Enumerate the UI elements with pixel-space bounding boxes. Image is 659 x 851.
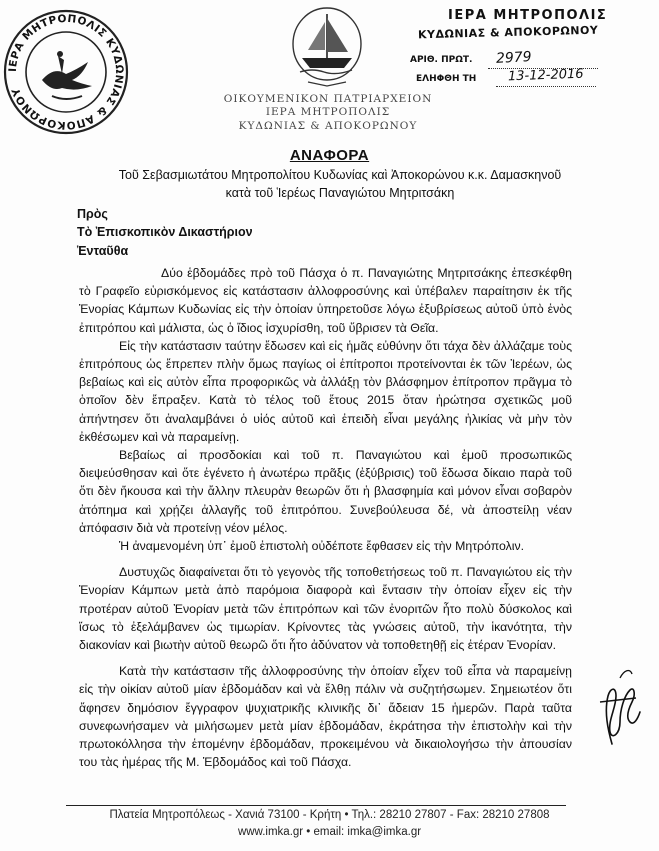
footer-divider — [66, 805, 566, 806]
letterhead-line-region: ΚΥΔΩΝΙΑΣ & ΑΠΟΚΟΡΩΝΟΥ — [238, 120, 418, 132]
document-subtitle-from: Τοῦ Σεβασμιωτάτου Μητροπολίτου Κυδωνίας καὶ Ἀποκορώνου κ.κ. Δαμασκηνοῦ — [118, 168, 562, 182]
footer-address: Πλατεία Μητροπόλεως - Χανιά 73100 - Κρήτη • Τηλ.: 28210 27807 - Fax: 28210 27808 — [109, 809, 550, 821]
body-paragraph: Δύο ἑβδομάδες πρὸ τοῦ Πάσχα ὁ π. Παναγιώτης Μητριτσάκης ἐπεσκέφθη τὸ Γραφεῖο εὑρισκόμενος εἰς κατάστασιν ἀλλοφροσύνης καὶ ὑπέβαλεν παραίτησιν ἐκ τῆς Ἐνορίας Κάμπων Κυδωνίας εἰς τὴν ὁποίαν ὑπηρετοῦσε λόγω ἐξυβρίσεως αὐτοῦ ὑπὸ ἑνὸς ἐπιτρόπου καὶ μάλιστα, ὡς ὁ ἴδιος ἰσχυρίσθη, τοῦ ὕβρισεν τὰ Θεῖα. — [79, 266, 572, 335]
handwritten-signature — [590, 660, 646, 750]
seal-ring-text: ΙΕΡΑ ΜΗΤΡΟΠΟΛΙΣ ΚΥΔΩΝΙΑΣ & ΑΠΟΚΟΡΩΝΟΥ — [6, 12, 126, 132]
body-paragraph: Δυστυχῶς διαφαίνεται ὅτι τὸ γεγονὸς τῆς τοποθετήσεως τοῦ π. Παναγιώτου εἰς τὴν Ἐνορίαν Κάμπων μετὰ ἀπὸ παρόμοια διαφορὰ καὶ ἔντασιν τὴν ὁποίαν εἶχεν εἰς τὴν προτέραν αὐτοῦ Ἐνορίαν μετὰ τῶν ἐπιτρόπων καὶ τῶν ἐνοριτῶν ἦτο πολὺ δύσκολος καὶ ἴσως τὸ ἐξελάμβανεν ὡς τιμωρίαν. Κρίνοντες τὰς γνώσεις αὐτοῦ, τὴν ἱκανότητα, τὴν διακονίαν καὶ βιωτὴν αὐτοῦ θεωρῶ ὅτι ἦτο ἀδύνατον νὰ τοποθετηθῇ εἰς ἑτέραν Ἐνορίαν. — [79, 565, 572, 653]
letterhead-line-metropolis: ΙΕΡΑ ΜΗΤΡΟΠΟΛΙΣ — [265, 106, 391, 118]
ship-emblem-icon — [290, 6, 364, 88]
stamp-date-dotted-line — [496, 86, 596, 87]
stamp-line-region: ΚΥΔΩΝΙΑΣ & ΑΠΟΚΟΡΩΝΟΥ — [417, 23, 599, 42]
letterhead-line-patriarchate: ΟΙΚΟΥΜΕΝΙΚΟΝ ΠΑΤΡΙΑΡΧΕΙΟΝ — [223, 93, 433, 105]
body-paragraph: Βεβαίως αἱ προσδοκίαι καὶ τοῦ π. Παναγιώτου καὶ ἐμοῦ προσωπικῶς διεψεύσθησαν καὶ ὅτε ἐγένετο ἡ ἀνωτέρω πρᾶξις (ἐξύβρισις) τοῦ ἔδωσα δίκαιο παρὰ τοῦ ὅτι δὲν ἤκουσα καὶ τὴν ἄλλην πλευρὰν θεωρῶν ὅτι ἡ βλασφημία καὶ μόνον εἶναι σοβαρὸν ἀτόπημα καὶ χρῄζει ἀλλαγῆς τοῦ ἐπιτρόπου. Συνεβούλευσα δέ, νὰ ἀποστείλῃ νέαν ἀπόφασιν διὰ νὰ προτείνῃ νέον μέλος. — [79, 448, 572, 535]
document-subtitle-against: κατὰ τοῦ Ἱερέως Παναγιώτου Μητριτσάκη — [225, 186, 455, 200]
stamp-protocol-number: 2979 — [495, 49, 533, 67]
stamp-date-value: 13-12-2016 — [507, 66, 584, 85]
footer-contact: www.imka.gr • email: imka@imka.gr — [237, 826, 422, 838]
svg-text:ΙΕΡΑ ΜΗΤΡΟΠΟΛΙΣ ΚΥΔΩΝΙΑΣ & ΑΠΟ — [7, 13, 125, 131]
document-title: ΑΝΑΦΟΡΑ — [289, 147, 370, 164]
stamp-line-metropolis: ΙΕΡΑ ΜΗΤΡΟΠΟΛΙΣ — [448, 8, 608, 23]
stamp-protocol-label: ΑΡΙΘ. ΠΡΩΤ. — [410, 55, 473, 65]
addressee-to: Πρὸς — [77, 207, 108, 221]
addressee-here: Ἐνταῦθα — [77, 244, 129, 258]
document-body — [79, 264, 572, 771]
body-paragraph: Ἡ ἀναμενομένη ὑπ᾽ ἐμοῦ ἐπιστολὴ οὐδέποτε ἔφθασεν εἰς τὴν Μητρόπολιν. — [119, 539, 525, 554]
body-paragraph: Εἰς τὴν κατάστασιν ταύτην ἔδωσεν καὶ εἰς ἡμᾶς εὐθύνην ὅτι τάχα δὲν ἀλλάζαμε τοὺς ἐπιτρόπους ὡς ἔπρεπεν πλὴν ὅμως παγίως οἱ ἐπίτροποι προτείνονται ἐκ τῶν Ἱερέων, ὡς βεβαίως καὶ εἰς αὐτὸν εἶπα προφορικῶς νὰ ἀλλάξῃ τὸν βλάσφημον ἐπίτροπον πρᾶγμα τὸ ὁποῖον δὲν ἔπραξεν. Κατὰ τὸ τέλος τοῦ ἔτους 2015 ὅταν ἠρώτησα σχετικῶς μοῦ ἀπήντησεν ὅτι ἀναλαμβάνει ὁ υἱός αὐτοῦ καὶ ἐπειδὴ εἶναι μεγάλης ἡλικίας νὰ μὴν τὸν ἐκθέσωμεν καὶ νὰ παραμείνῃ. — [79, 338, 572, 444]
letterhead — [188, 92, 468, 133]
metropolis-seal — [2, 8, 130, 136]
addressee-court: Τὸ Ἐπισκοπικὸν Δικαστήριον — [77, 225, 253, 239]
body-paragraph: Κατὰ τὴν κατάστασιν τῆς ἀλλοφροσύνης τὴν ὁποίαν εἶχεν τοῦ εἶπα νὰ παραμείνῃ εἰς τὴν οἰκίαν αὐτοῦ μίαν ἑβδομάδαν καὶ νὰ ἔλθῃ πάλιν νὰ συζητήσωμεν. Σημειωτέον ὅτι ἄφησεν δημόσιον ἔγγραφον ψυχιατρικῆς κλινικῆς δι᾽ ἄδειαν 15 ἡμερῶν. Παρὰ ταῦτα συνεφωνήσαμεν νὰ μιλήσωμεν μετὰ μίαν ἑβδομάδαν, ἐκράτησα τὴν ἐπιστολὴν καὶ τὴν πρωτοκόλλησα τὴν ἑπομένην ἑβδομάδαν, προκειμένου νὰ δικαιολογήσω τὴν ἀπουσίαν του τὰς ἡμέρας τῆς Μ. Ἑβδομάδος καὶ τοῦ Πάσχα. — [79, 664, 572, 770]
stamp-date-label: ΕΛΗΦΘΗ ΤΗ — [416, 74, 477, 84]
protocol-stamp — [408, 6, 648, 84]
